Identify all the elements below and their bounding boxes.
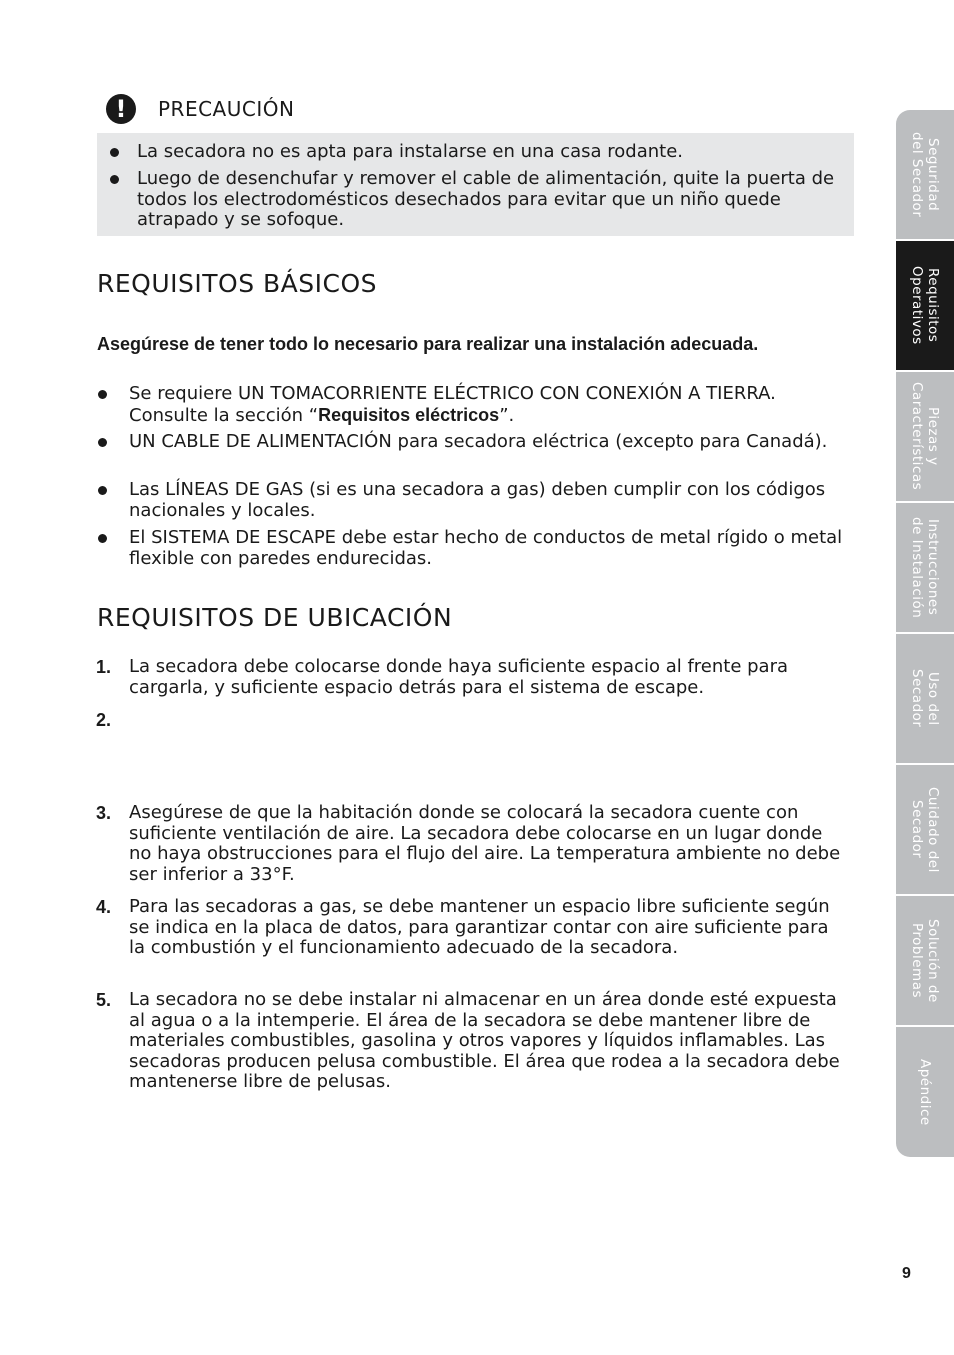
tab-label: Uso del Secador — [909, 669, 941, 728]
tab-label: Cuidado del Secador — [909, 786, 941, 873]
tab-label: Apéndice — [917, 1058, 933, 1126]
tab-requisitos[interactable] — [896, 241, 954, 372]
list-item: Las LÍNEAS DE GAS (si es una secadora a gas) deben cumplir con los códigos nacionales y locales. — [129, 480, 849, 521]
item-number: 3. — [96, 803, 112, 823]
item-text: La secadora no se debe instalar ni almacenar en un área donde esté expuesta al agua o a la intemperie. El área de la secadora se debe mantener libre de materiales combustibles, gasolina y otros vapores y líquidos inflamables. Las secadoras producen pelusa combustible. El área que rodea a la secadora debe mantenerse libre de pelusas. — [129, 989, 840, 1092]
item-number: 2. — [96, 710, 112, 730]
tab-apendice[interactable] — [896, 1027, 954, 1157]
list-item — [129, 384, 849, 426]
exclamation-icon: ! — [106, 94, 136, 124]
item-text: Para las secadoras a gas, se debe mantener un espacio libre suficiente según se indica en la placa de datos, para garantizar contar con aire suficiente para la combustión y el funcionamiento adecuado de la secadora. — [129, 896, 830, 958]
tab-piezas[interactable] — [896, 372, 954, 503]
list-item — [96, 802, 849, 885]
item-number: 4. — [96, 897, 112, 917]
item-text: La secadora debe colocarse donde haya suficiente espacio al frente para cargarla, y suficiente espacio detrás para el sistema de escape. — [129, 656, 789, 698]
caution-title: PRECAUCIÓN — [158, 97, 295, 121]
tab-seguridad[interactable] — [896, 110, 954, 241]
basic-requirements-lead: Asegúrese de tener todo lo necesario para realizar una instalación adecuada. — [97, 334, 759, 354]
caution-item: Luego de desenchufar y remover el cable de alimentación, quite la puerta de todos los electrodomésticos desechados para evitar que un niño quede atrapado y se sofoque. — [137, 169, 837, 231]
electrical-requirements-reference: Requisitos eléctricos — [318, 404, 500, 425]
tab-label: Piezas y Características — [909, 382, 941, 491]
item-text: Asegúrese de que la habitación donde se colocará la secadora cuente con suficiente ventilación de aire. La secadora debe colocarse en un lugar donde no haya obstrucciones para el flujo del aire. La temperatura ambiente no debe ser inferior a 33°F. — [129, 802, 841, 885]
caution-header — [106, 92, 294, 126]
location-requirements-heading: REQUISITOS DE UBICACIÓN — [97, 603, 453, 632]
tab-instrucciones[interactable] — [896, 503, 954, 634]
list-item — [96, 656, 849, 698]
item-number: 1. — [96, 657, 112, 677]
caution-item: La secadora no es apta para instalarse en una casa rodante. — [137, 142, 837, 163]
tab-label: Solución de Problemas — [909, 918, 941, 1003]
tab-solucion[interactable] — [896, 896, 954, 1027]
list-item — [96, 989, 849, 1093]
tab-uso[interactable] — [896, 634, 954, 765]
tab-label: Seguridad del Secador — [909, 131, 941, 218]
tab-cuidado[interactable] — [896, 765, 954, 896]
caution-box — [97, 133, 854, 236]
list-item-text: Se requiere UN TOMACORRIENTE ELÉCTRICO CON CONEXIÓN A TIERRA. Consulte la sección “ — [129, 383, 776, 426]
list-item-text-end: ”. — [499, 404, 515, 426]
item-number: 5. — [96, 990, 112, 1010]
page-number: 9 — [902, 1265, 911, 1282]
tab-label: Instrucciones de Instalación — [909, 516, 941, 619]
list-item — [96, 896, 849, 959]
tab-label: Requisitos Operativos — [909, 266, 941, 345]
list-item: El SISTEMA DE ESCAPE debe estar hecho de conductos de metal rígido o metal flexible con paredes endurecidas. — [129, 528, 849, 569]
list-item: UN CABLE DE ALIMENTACIÓN para secadora eléctrica (excepto para Canadá). — [129, 432, 849, 453]
basic-requirements-heading: REQUISITOS BÁSICOS — [97, 269, 378, 298]
